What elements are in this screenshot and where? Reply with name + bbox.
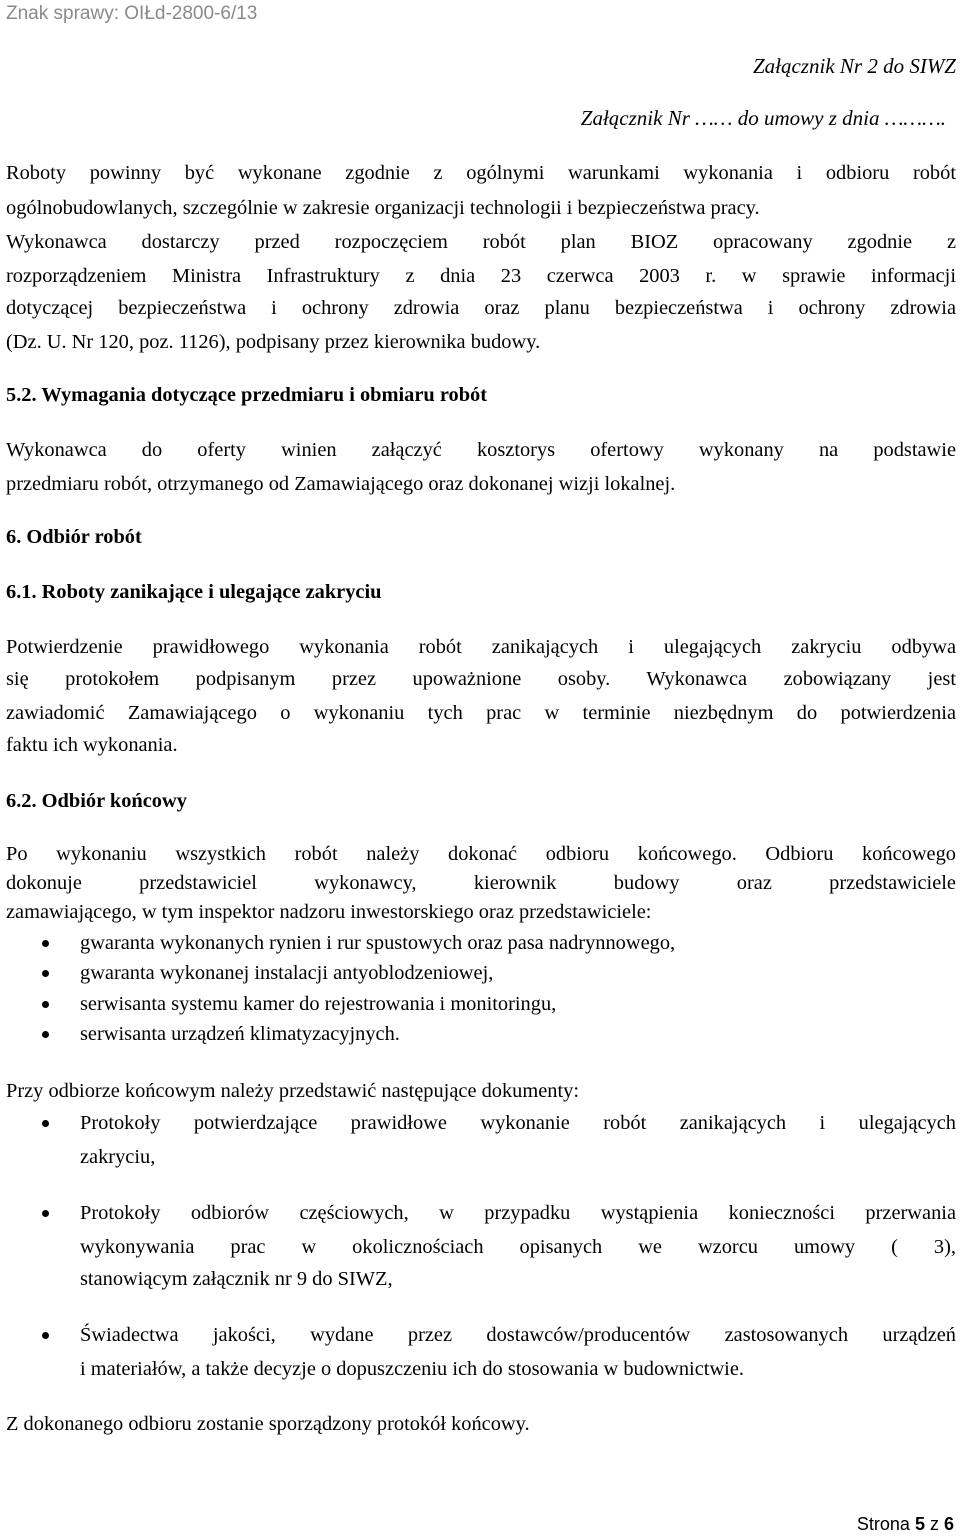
annex-contract-label: Załącznik Nr …… do umowy z dnia ………. [580, 106, 946, 130]
list-item-line: stanowiącym załącznik nr 9 do SIWZ, [80, 1268, 393, 1290]
paragraph-line: Po wykonaniu wszystkich robót należy dokonać odbioru końcowego. Odbioru końcowego [6, 843, 956, 865]
section-heading-6-2: 6.2. Odbiór końcowy [6, 790, 187, 812]
list-item: serwisanta urządzeń klimatyzacyjnych. [80, 1023, 400, 1045]
bullet-icon [42, 1120, 49, 1127]
list-item-line: wykonywania prac w okolicznościach opisanych we wzorcu umowy ( 3), [80, 1236, 956, 1258]
list-item-line: Protokoły odbiorów częściowych, w przypadku wystąpienia konieczności przerwania [80, 1202, 956, 1224]
paragraph-line: Z dokonanego odbioru zostanie sporządzony protokół końcowy. [6, 1413, 530, 1435]
paragraph-line: Przy odbiorze końcowym należy przedstawić następujące dokumenty: [6, 1080, 580, 1102]
list-item-line: zakryciu, [80, 1146, 156, 1168]
paragraph-line: Wykonawca do oferty winien załączyć kosztorys ofertowy wykonany na podstawie [6, 439, 956, 461]
list-item-line: i materiałów, a także decyzje o dopuszczeniu ich do stosowania w budownictwie. [80, 1358, 744, 1380]
page-number-sep: z [929, 1514, 939, 1534]
paragraph-line: zamawiającego, w tym inspektor nadzoru inwestorskiego oraz przedstawiciele: [6, 901, 652, 923]
paragraph-line: dotyczącej bezpieczeństwa i ochrony zdrowia oraz planu bezpieczeństwa i ochrony zdrowia [6, 297, 956, 319]
section-heading-6: 6. Odbiór robót [6, 526, 142, 548]
paragraph-line: Wykonawca dostarczy przed rozpoczęciem robót plan BIOZ opracowany zgodnie z [6, 231, 956, 253]
page-number-current: 5 [914, 1514, 925, 1534]
paragraph-line: faktu ich wykonania. [6, 734, 178, 756]
bullet-icon [42, 1031, 49, 1038]
paragraph-line: Roboty powinny być wykonane zgodnie z ogólnymi warunkami wykonania i odbioru robót [6, 162, 956, 184]
page-number [754, 1512, 954, 1536]
paragraph-line: (Dz. U. Nr 120, poz. 1126), podpisany przez kierownika budowy. [6, 331, 541, 353]
list-item-line: Świadectwa jakości, wydane przez dostawców/producentów zastosowanych urządzeń [80, 1324, 956, 1346]
paragraph-line: zawiadomić Zamawiającego o wykonaniu tych prac w terminie niezbędnym do potwierdzenia [6, 702, 956, 724]
paragraph-line: dokonuje przedstawiciel wykonawcy, kierownik budowy oraz przedstawiciele [6, 872, 956, 894]
list-item: gwaranta wykonanych rynien i rur spustowych oraz pasa nadrynnowego, [80, 932, 676, 954]
bullet-icon [42, 1001, 49, 1008]
list-item-line: Protokoły potwierdzające prawidłowe wykonanie robót zanikających i ulegających [80, 1112, 956, 1134]
paragraph-line: się protokołem podpisanym przez upoważnione osoby. Wykonawca zobowiązany jest [6, 668, 956, 690]
page-number-total: 6 [943, 1514, 954, 1534]
paragraph-line: przedmiaru robót, otrzymanego od Zamawiającego oraz dokonanej wizji lokalnej. [6, 473, 676, 495]
section-heading-6-1: 6.1. Roboty zanikające i ulegające zakryciu [6, 581, 382, 603]
bullet-icon [42, 1210, 49, 1217]
bullet-icon [42, 1332, 49, 1339]
paragraph-line: rozporządzeniem Ministra Infrastruktury z dnia 23 czerwca 2003 r. w sprawie informacji [6, 265, 956, 287]
page-number-label: Strona [856, 1514, 910, 1534]
case-reference: Znak sprawy: OIŁd-2800-6/13 [6, 3, 258, 24]
bullet-icon [42, 940, 49, 947]
paragraph-line: ogólnobudowlanych, szczególnie w zakresie organizacji technologii i bezpieczeństwa pracy. [6, 197, 760, 219]
list-item: serwisanta systemu kamer do rejestrowania i monitoringu, [80, 993, 557, 1015]
annex-siwz-label: Załącznik Nr 2 do SIWZ [752, 54, 956, 78]
section-heading-5-2: 5.2. Wymagania dotyczące przedmiaru i obmiaru robót [6, 384, 488, 406]
bullet-icon [42, 970, 49, 977]
list-item: gwaranta wykonanej instalacji antyoblodzeniowej, [80, 962, 494, 984]
paragraph-line: Potwierdzenie prawidłowego wykonania robót zanikających i ulegających zakryciu odbywa [6, 636, 956, 658]
